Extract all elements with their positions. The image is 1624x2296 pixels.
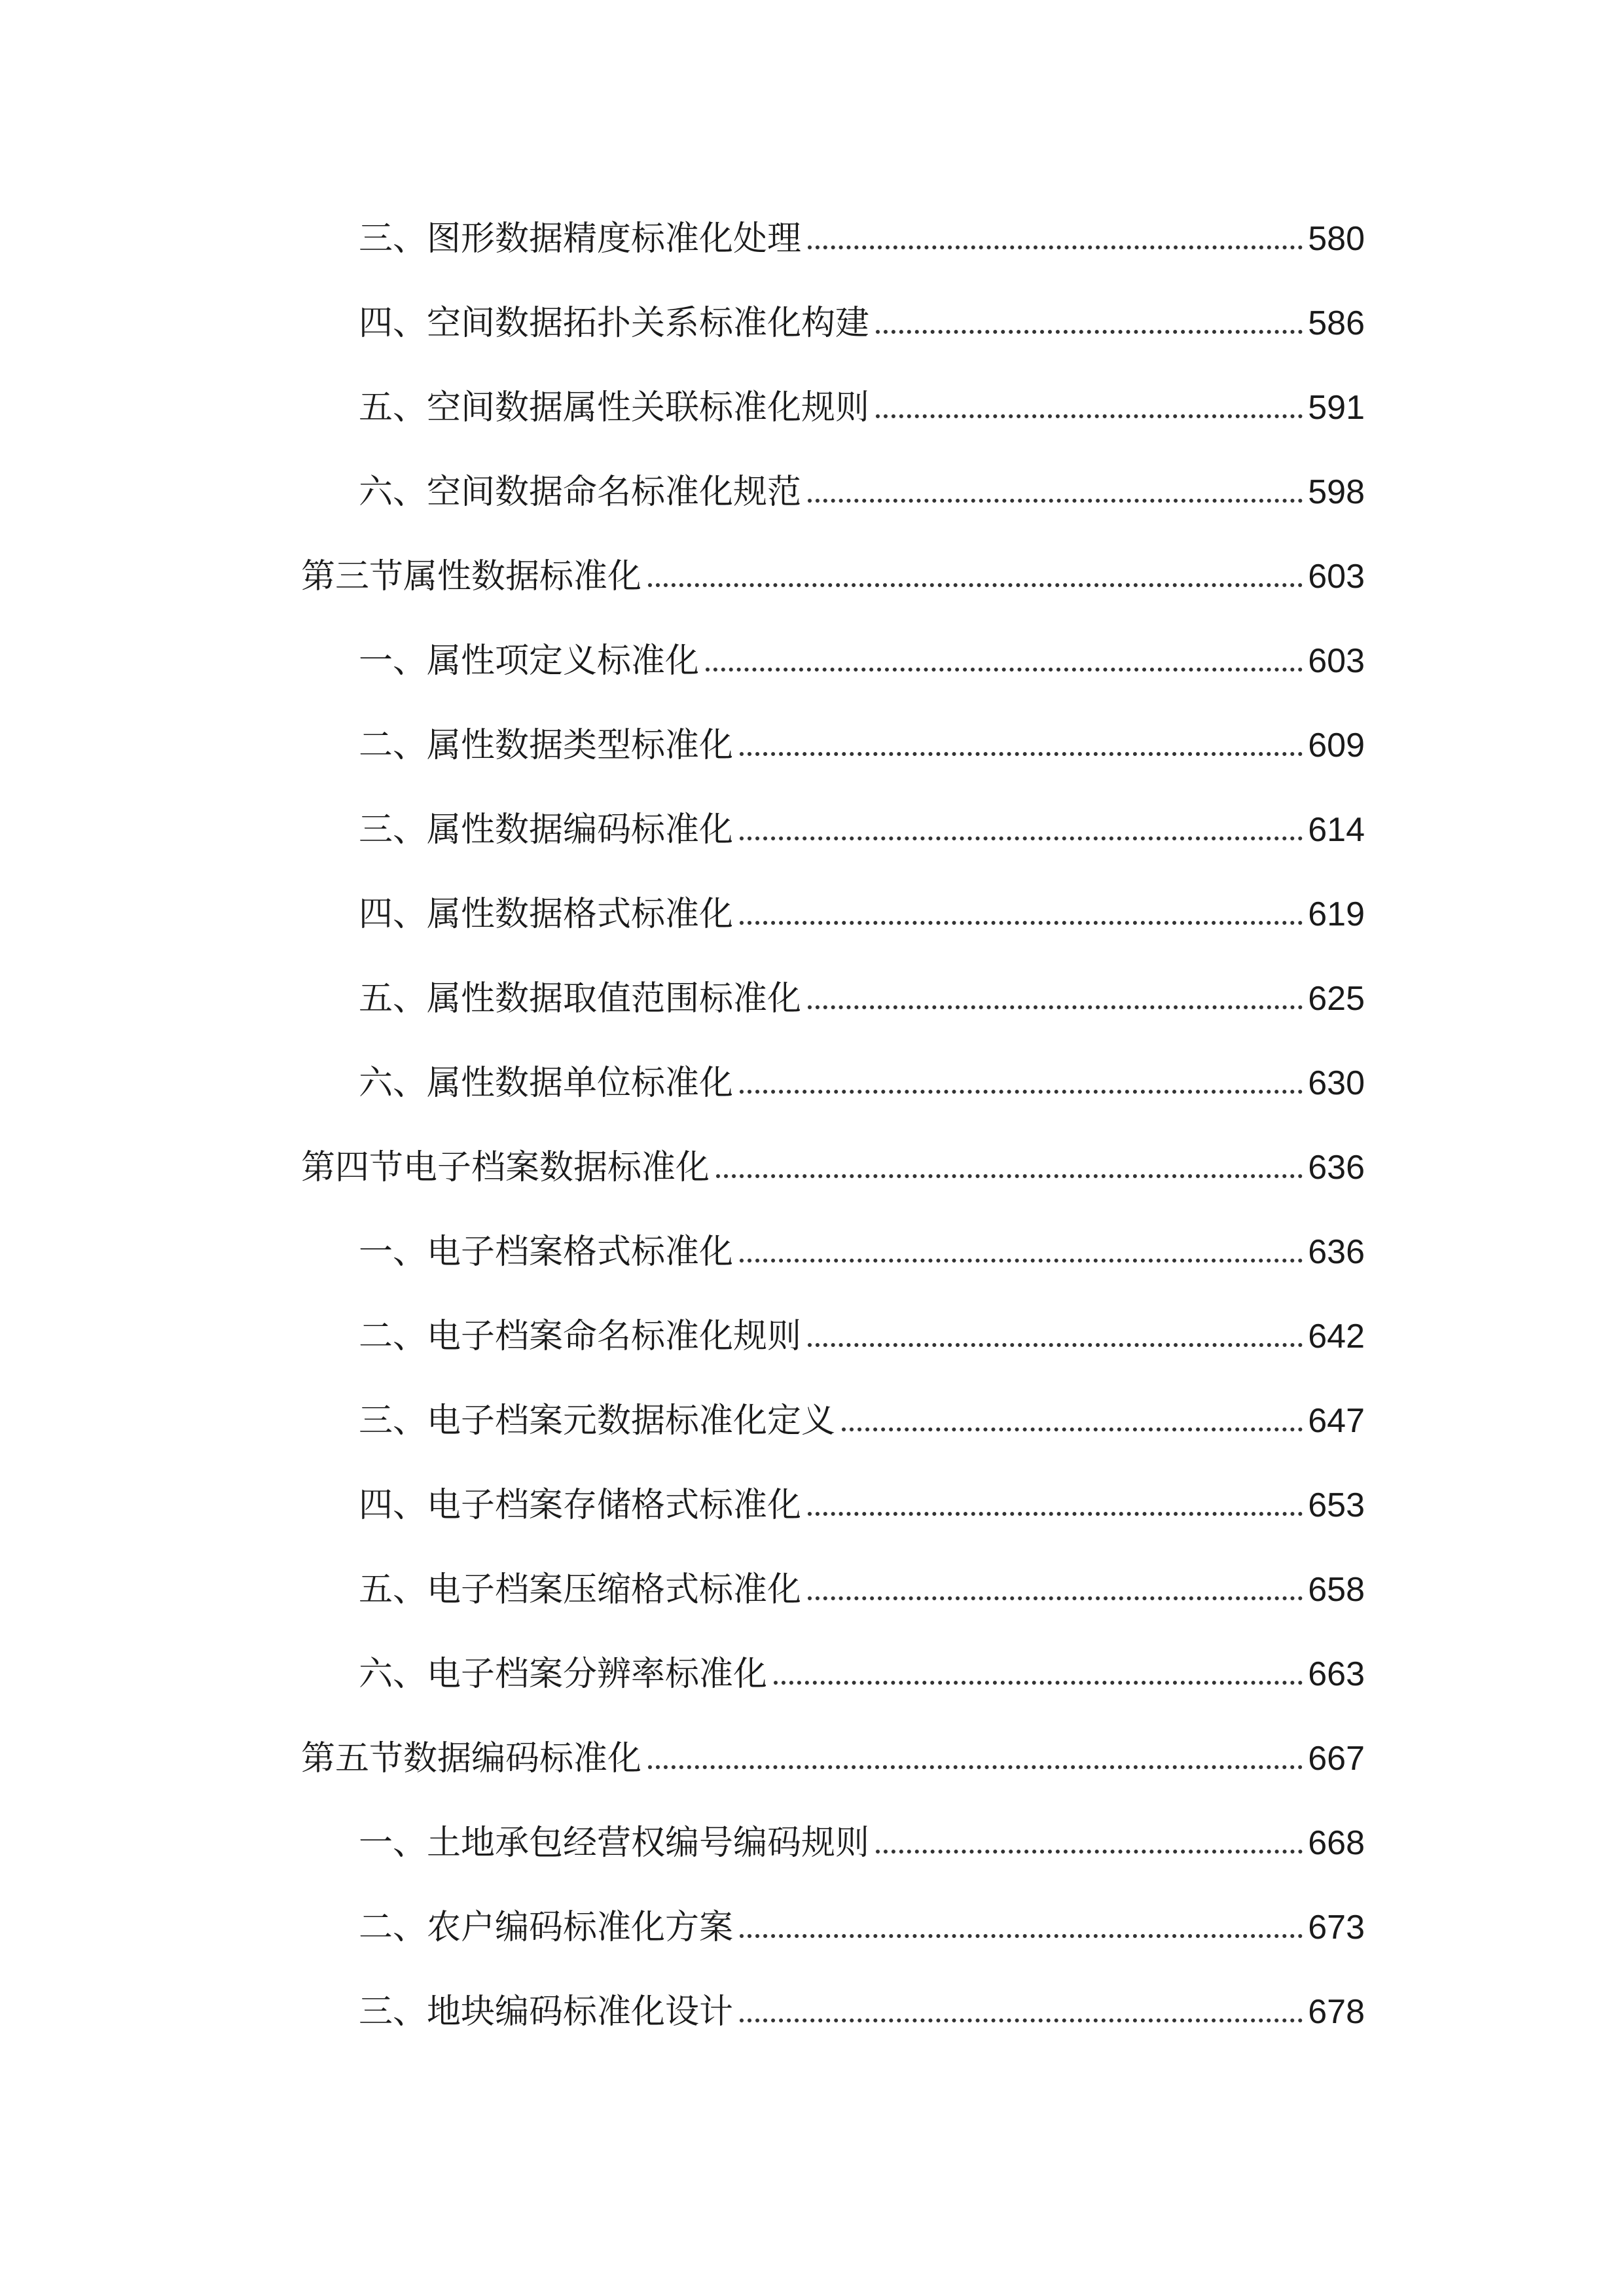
toc-dot-leader — [876, 1850, 1303, 1854]
toc-dot-leader — [808, 1343, 1303, 1347]
toc-dot-leader — [648, 583, 1303, 587]
toc-page-number: 591 — [1308, 389, 1365, 427]
toc-page-number: 603 — [1308, 642, 1365, 680]
toc-page-number: 668 — [1308, 1824, 1365, 1862]
toc-entry[interactable] — [359, 213, 1365, 265]
toc-dot-leader — [808, 1005, 1303, 1009]
toc-entry-title: 六、电子档案分辨率标准化 — [359, 1655, 768, 1694]
toc-page-number: 647 — [1308, 1402, 1365, 1440]
toc-section-entry[interactable] — [301, 550, 1365, 603]
toc-section-entry[interactable] — [301, 1141, 1365, 1194]
toc-dot-leader — [808, 1512, 1303, 1516]
toc-dot-leader — [876, 414, 1303, 418]
toc-page-number: 636 — [1308, 1149, 1365, 1187]
toc-page-number: 636 — [1308, 1233, 1365, 1271]
toc-page-number: 609 — [1308, 726, 1365, 764]
toc-entry[interactable] — [359, 382, 1365, 434]
toc-entry-title: 四、空间数据拓扑关系标准化构建 — [359, 304, 870, 343]
toc-entry[interactable] — [359, 297, 1365, 350]
toc-entry[interactable] — [359, 1057, 1365, 1109]
toc-entry-title: 第五节数据编码标准化 — [301, 1739, 642, 1778]
toc-dot-leader — [716, 1174, 1303, 1178]
toc-dot-leader — [774, 1681, 1303, 1685]
toc-page-number: 678 — [1308, 1993, 1365, 2031]
toc-page-number: 667 — [1308, 1740, 1365, 1778]
toc-page-number: 580 — [1308, 220, 1365, 258]
toc-dot-leader — [808, 1596, 1303, 1600]
toc-dot-leader — [740, 752, 1303, 756]
toc-entry-title: 六、属性数据单位标准化 — [359, 1064, 734, 1103]
toc-page-number: 603 — [1308, 558, 1365, 596]
toc-entry-title: 三、地块编码标准化设计 — [359, 1992, 734, 2032]
toc-dot-leader — [740, 1259, 1303, 1263]
toc-entry-title: 一、电子档案格式标准化 — [359, 1232, 734, 1272]
toc-entry[interactable] — [359, 1310, 1365, 1363]
toc-entry[interactable] — [359, 1648, 1365, 1700]
toc-entry-title: 三、电子档案元数据标准化定义 — [359, 1401, 836, 1441]
toc-page-number: 625 — [1308, 980, 1365, 1018]
toc-dot-leader — [740, 1090, 1303, 1094]
toc-page-number: 673 — [1308, 1909, 1365, 1946]
toc-entry[interactable] — [359, 1479, 1365, 1532]
toc-page-number: 614 — [1308, 811, 1365, 849]
toc-page-number: 586 — [1308, 304, 1365, 342]
toc-page-number: 642 — [1308, 1318, 1365, 1355]
toc-entry-title: 四、属性数据格式标准化 — [359, 895, 734, 934]
toc-dot-leader — [842, 1427, 1303, 1431]
toc-dot-leader — [648, 1765, 1303, 1769]
toc-entry[interactable] — [359, 1817, 1365, 1869]
toc-dot-leader — [740, 2018, 1303, 2022]
toc-entry[interactable] — [359, 466, 1365, 518]
toc-entry-title: 二、电子档案命名标准化规则 — [359, 1317, 802, 1356]
toc-dot-leader — [876, 330, 1303, 334]
toc-entry-title: 一、土地承包经营权编号编码规则 — [359, 1823, 870, 1863]
toc-entry[interactable] — [359, 635, 1365, 687]
toc-entry-title: 五、属性数据取值范围标准化 — [359, 979, 802, 1018]
toc-entry[interactable] — [359, 973, 1365, 1025]
toc-dot-leader — [740, 1934, 1303, 1938]
toc-page-number: 653 — [1308, 1486, 1365, 1524]
toc-entry-title: 三、属性数据编码标准化 — [359, 810, 734, 850]
toc-entry-title: 三、图形数据精度标准化处理 — [359, 219, 802, 259]
toc-dot-leader — [808, 245, 1303, 249]
toc-entry-title: 二、属性数据类型标准化 — [359, 726, 734, 765]
toc-page-number: 663 — [1308, 1655, 1365, 1693]
toc-dot-leader — [740, 921, 1303, 925]
toc-entry-title: 四、电子档案存储格式标准化 — [359, 1486, 802, 1525]
toc-page-number: 658 — [1308, 1571, 1365, 1609]
toc-page-number: 598 — [1308, 473, 1365, 511]
toc-entry-title: 第四节电子档案数据标准化 — [301, 1148, 710, 1187]
toc-entry[interactable] — [359, 1564, 1365, 1616]
toc-entry-title: 二、农户编码标准化方案 — [359, 1908, 734, 1947]
toc-dot-leader — [740, 836, 1303, 840]
toc-entry[interactable] — [359, 1986, 1365, 2038]
toc-entry[interactable] — [359, 1901, 1365, 1954]
toc-entry[interactable] — [359, 804, 1365, 856]
toc-entry[interactable] — [359, 1226, 1365, 1278]
toc-entry-title: 六、空间数据命名标准化规范 — [359, 473, 802, 512]
toc-entry[interactable] — [359, 888, 1365, 941]
toc-entry-title: 第三节属性数据标准化 — [301, 557, 642, 596]
toc-entry-title: 五、空间数据属性关联标准化规则 — [359, 388, 870, 427]
toc-page-number: 619 — [1308, 895, 1365, 933]
toc-entry-title: 一、属性项定义标准化 — [359, 641, 700, 681]
toc-entry[interactable] — [359, 1395, 1365, 1447]
toc-dot-leader — [808, 499, 1303, 503]
toc-entry[interactable] — [359, 719, 1365, 772]
toc-section-entry[interactable] — [301, 1732, 1365, 1785]
toc-dot-leader — [706, 668, 1303, 672]
toc-page-number: 630 — [1308, 1064, 1365, 1102]
toc-entry-title: 五、电子档案压缩格式标准化 — [359, 1570, 802, 1609]
